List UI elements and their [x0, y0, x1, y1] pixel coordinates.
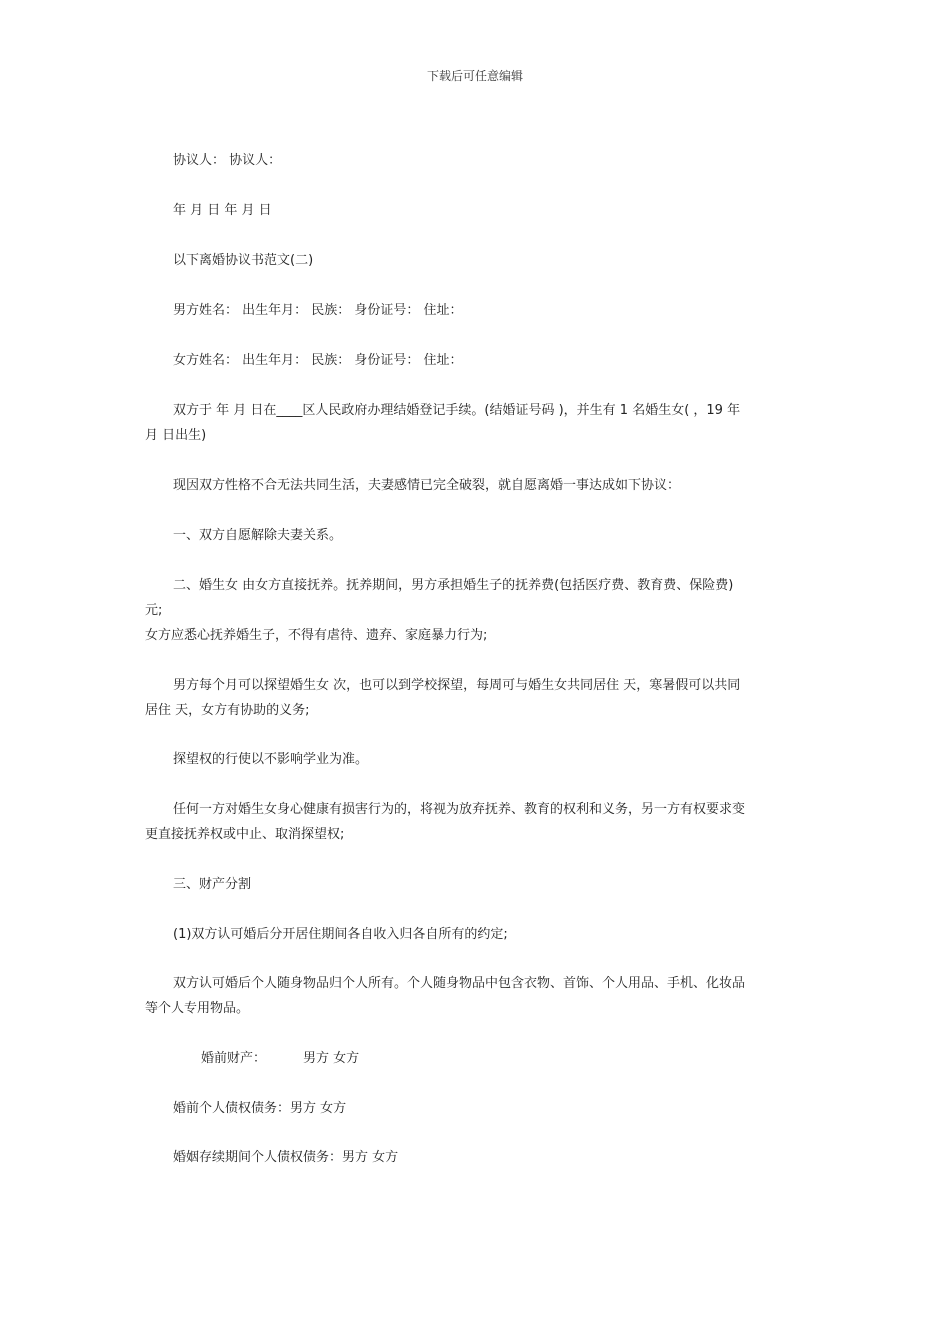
premarital-property-label: 婚前财产： — [201, 1051, 267, 1066]
marriage-registration-line-1: 双方于 年 月 日在____区人民政府办理结婚登记手续。(结婚证号码 )，并生有 1 名婚生女( ，19 年 — [173, 403, 741, 418]
clause-2-line-3: 女方应悉心抚养婚生子，不得有虐待、遗弃、家庭暴力行为; — [145, 628, 488, 643]
date-line: 年 月 日 年 月 日 — [173, 203, 272, 218]
clause-3-title: 三、财产分割 — [173, 877, 252, 892]
personal-items-line-1: 双方认可婚后个人随身物品归个人所有。个人随身物品中包含衣物、首饰、个人用品、手机、化妆品 — [173, 976, 746, 991]
visitation-line-1: 男方每个月可以探望婚生女 次，也可以到学校探望，每周可与婚生女共同居住 天，寒暑假可以共同 — [173, 678, 741, 693]
premarital-debt-line: 婚前个人债权债务：男方 女方 — [173, 1101, 347, 1116]
premarital-property-line — [145, 1046, 810, 1071]
clause-1: 一、双方自愿解除夫妻关系。 — [173, 528, 343, 543]
personal-items-line-2: 等个人专用物品。 — [145, 1001, 250, 1016]
property-item-1: (1)双方认可婚后分开居住期间各自收入归各自所有的约定; — [173, 927, 508, 942]
page-header-note: 下载后可任意编辑 — [426, 69, 523, 83]
male-info-line: 男方姓名： 出生年月： 民族： 身份证号： 住址： — [173, 303, 463, 318]
section-title: 以下离婚协议书范文(二) — [173, 253, 314, 268]
clause-2-line-1: 二、婚生女 由女方直接抚养。抚养期间，男方承担婚生子的抚养费(包括医疗费、教育费、保险费) — [173, 578, 734, 593]
marital-debt-line: 婚姻存续期间个人债权债务：男方 女方 — [173, 1150, 399, 1165]
custody-change-line-1: 任何一方对婚生女身心健康有损害行为的，将视为放弃抚养、教育的权利和义务，另一方有权要求变 — [173, 802, 746, 817]
divorce-reason-line: 现因双方性格不合无法共同生活，夫妻感情已完全破裂，就自愿离婚一事达成如下协议： — [173, 478, 681, 493]
custody-change-line-2: 更直接抚养权或中止、取消探望权; — [145, 827, 345, 842]
premarital-property-value: 男方 女方 — [303, 1051, 360, 1066]
visitation-rule: 探望权的行使以不影响学业为准。 — [173, 752, 369, 767]
signatories-line: 协议人： 协议人： — [173, 153, 282, 168]
visitation-line-2: 居住 天，女方有协助的义务; — [145, 703, 310, 718]
female-info-line: 女方姓名： 出生年月： 民族： 身份证号： 住址： — [173, 353, 463, 368]
clause-2-line-2: 元; — [145, 603, 163, 618]
marriage-registration-line-2: 月 日出生) — [145, 428, 207, 443]
